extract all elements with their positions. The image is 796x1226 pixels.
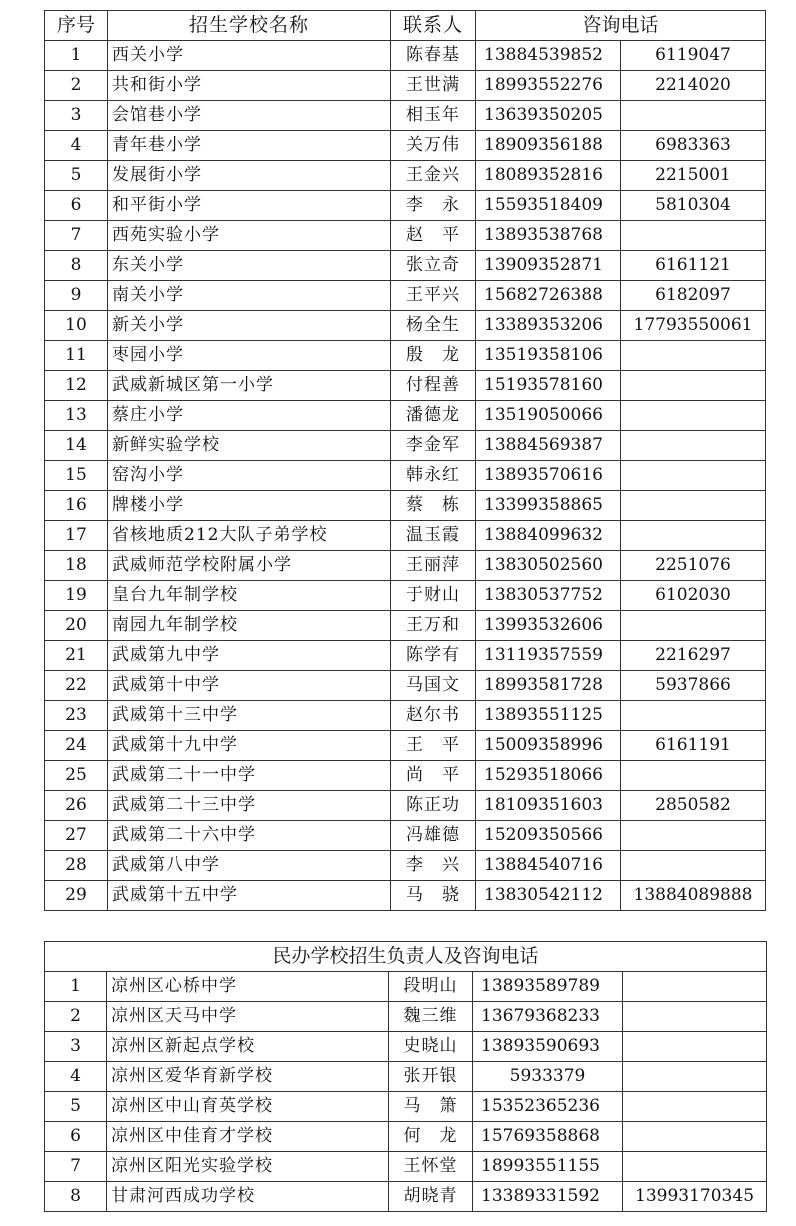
school-name: 武威第二十一中学: [108, 761, 391, 791]
table-row: [45, 1122, 767, 1152]
phone-primary: 18993552276: [476, 71, 621, 101]
contact-name: 马 箫: [389, 1092, 473, 1122]
table-row: [45, 761, 766, 791]
contact-name: 潘德龙: [391, 401, 476, 431]
table-row: [45, 1032, 767, 1062]
row-number: 2: [45, 1002, 107, 1032]
school-name: 凉州区新起点学校: [107, 1032, 389, 1062]
table-row: [45, 281, 766, 311]
phone-secondary: [621, 491, 766, 521]
table-row: [45, 881, 766, 911]
table-row: [45, 821, 766, 851]
table-row: [45, 221, 766, 251]
row-number: 5: [45, 1092, 107, 1122]
school-name: 东关小学: [108, 251, 391, 281]
phone-primary: 13893570616: [476, 461, 621, 491]
school-name: 凉州区心桥中学: [107, 972, 389, 1002]
table-row: [45, 731, 766, 761]
phone-primary: 13639350205: [476, 101, 621, 131]
table-row: [45, 401, 766, 431]
header-row: [45, 11, 766, 41]
table-row: [45, 611, 766, 641]
phone-secondary: [621, 341, 766, 371]
phone-secondary: [623, 972, 767, 1002]
contact-name: 蔡 栋: [391, 491, 476, 521]
row-number: 21: [45, 641, 108, 671]
row-number: 12: [45, 371, 108, 401]
table-row: [45, 851, 766, 881]
school-name: 武威第十五中学: [108, 881, 391, 911]
school-name: 武威师范学校附属小学: [108, 551, 391, 581]
contact-name: 张开银: [389, 1062, 473, 1092]
row-number: 6: [45, 1122, 107, 1152]
school-name: 南园九年制学校: [108, 611, 391, 641]
row-number: 1: [45, 41, 108, 71]
school-name: 青年巷小学: [108, 131, 391, 161]
phone-primary: 15209350566: [476, 821, 621, 851]
row-number: 9: [45, 281, 108, 311]
contact-name: 相玉年: [391, 101, 476, 131]
contact-name: 付程善: [391, 371, 476, 401]
contact-name: 王平兴: [391, 281, 476, 311]
phone-primary: 15769358868: [473, 1122, 623, 1152]
school-name: 凉州区中山育英学校: [107, 1092, 389, 1122]
school-name: 武威第九中学: [108, 641, 391, 671]
phone-primary: 15009358996: [476, 731, 621, 761]
row-number: 27: [45, 821, 108, 851]
phone-secondary: 2850582: [621, 791, 766, 821]
phone-secondary: [621, 371, 766, 401]
contact-name: 陈学有: [391, 641, 476, 671]
contact-name: 李金军: [391, 431, 476, 461]
private-title-row: [45, 942, 767, 972]
phone-secondary: 13993170345: [623, 1182, 767, 1212]
contact-name: 王世满: [391, 71, 476, 101]
contact-name: 魏三维: [389, 1002, 473, 1032]
phone-primary: 13909352871: [476, 251, 621, 281]
table-row: [45, 641, 766, 671]
phone-secondary: 6983363: [621, 131, 766, 161]
table-row: [45, 671, 766, 701]
phone-primary: 13830502560: [476, 551, 621, 581]
school-name: 凉州区天马中学: [107, 1002, 389, 1032]
phone-primary: 13399358865: [476, 491, 621, 521]
school-name: 新鲜实验学校: [108, 431, 391, 461]
row-number: 13: [45, 401, 108, 431]
row-number: 19: [45, 581, 108, 611]
table-row: [45, 371, 766, 401]
table-row: [45, 1092, 767, 1122]
phone-primary: 18909356188: [476, 131, 621, 161]
table-row: [45, 791, 766, 821]
contact-name: 冯雄德: [391, 821, 476, 851]
school-name: 新关小学: [108, 311, 391, 341]
row-number: 6: [45, 191, 108, 221]
phone-primary: 13830537752: [476, 581, 621, 611]
header-no: 序号: [45, 11, 108, 41]
table-row: [45, 972, 767, 1002]
phone-primary: 13993532606: [476, 611, 621, 641]
phone-primary: 13519050066: [476, 401, 621, 431]
phone-primary: 13884569387: [476, 431, 621, 461]
row-number: 29: [45, 881, 108, 911]
table-row: [45, 71, 766, 101]
phone-secondary: [621, 401, 766, 431]
phone-primary: 15682726388: [476, 281, 621, 311]
school-name: 凉州区爱华育新学校: [107, 1062, 389, 1092]
row-number: 14: [45, 431, 108, 461]
phone-secondary: 5937866: [621, 671, 766, 701]
school-name: 蔡庄小学: [108, 401, 391, 431]
row-number: 7: [45, 221, 108, 251]
table-row: [45, 101, 766, 131]
table-row: [45, 1002, 767, 1032]
row-number: 16: [45, 491, 108, 521]
phone-secondary: [621, 431, 766, 461]
table-row: [45, 1062, 767, 1092]
contact-name: 王丽萍: [391, 551, 476, 581]
table-row: [45, 581, 766, 611]
phone-primary: 13884539852: [476, 41, 621, 71]
contact-name: 李 永: [391, 191, 476, 221]
header-phone: 咨询电话: [476, 11, 766, 41]
contact-name: 段明山: [389, 972, 473, 1002]
phone-secondary: [621, 521, 766, 551]
contact-name: 王万和: [391, 611, 476, 641]
school-name: 武威第二十六中学: [108, 821, 391, 851]
row-number: 5: [45, 161, 108, 191]
contact-name: 尚 平: [391, 761, 476, 791]
phone-secondary: [621, 821, 766, 851]
school-name: 武威第十九中学: [108, 731, 391, 761]
row-number: 24: [45, 731, 108, 761]
row-number: 3: [45, 1032, 107, 1062]
table-row: [45, 1152, 767, 1182]
row-number: 25: [45, 761, 108, 791]
phone-secondary: [621, 761, 766, 791]
school-name: 凉州区阳光实验学校: [107, 1152, 389, 1182]
phone-primary: 15352365236: [473, 1092, 623, 1122]
phone-primary: 15293518066: [476, 761, 621, 791]
table-row: [45, 131, 766, 161]
table-row: [45, 521, 766, 551]
row-number: 8: [45, 1182, 107, 1212]
public-school-table: [44, 10, 766, 911]
phone-primary: 18993551155: [473, 1152, 623, 1182]
phone-secondary: 2214020: [621, 71, 766, 101]
school-name: 省核地质212大队子弟学校: [108, 521, 391, 551]
contact-name: 马 骁: [391, 881, 476, 911]
contact-name: 李 兴: [391, 851, 476, 881]
phone-secondary: [621, 701, 766, 731]
table-row: [45, 461, 766, 491]
phone-primary: 13679368233: [473, 1002, 623, 1032]
row-number: 17: [45, 521, 108, 551]
table-row: [45, 701, 766, 731]
phone-secondary: [621, 101, 766, 131]
school-name: 西苑实验小学: [108, 221, 391, 251]
school-name: 牌楼小学: [108, 491, 391, 521]
school-name: 甘肃河西成功学校: [107, 1182, 389, 1212]
row-number: 22: [45, 671, 108, 701]
contact-name: 王金兴: [391, 161, 476, 191]
phone-secondary: [621, 851, 766, 881]
phone-primary: 13830542112: [476, 881, 621, 911]
contact-name: 王怀堂: [389, 1152, 473, 1182]
phone-primary: 13119357559: [476, 641, 621, 671]
school-name: 凉州区中佳育才学校: [107, 1122, 389, 1152]
contact-name: 马国文: [391, 671, 476, 701]
contact-name: 温玉霞: [391, 521, 476, 551]
contact-name: 杨全生: [391, 311, 476, 341]
phone-primary: 13389331592: [473, 1182, 623, 1212]
school-name: 武威新城区第一小学: [108, 371, 391, 401]
table-row: [45, 551, 766, 581]
private-table-title: 民办学校招生负责人及咨询电话: [45, 942, 767, 972]
contact-name: 王 平: [391, 731, 476, 761]
row-number: 4: [45, 1062, 107, 1092]
school-name: 西关小学: [108, 41, 391, 71]
row-number: 10: [45, 311, 108, 341]
row-number: 15: [45, 461, 108, 491]
contact-name: 陈春基: [391, 41, 476, 71]
contact-name: 史晓山: [389, 1032, 473, 1062]
contact-name: 何 龙: [389, 1122, 473, 1152]
school-name: 枣园小学: [108, 341, 391, 371]
table-row: [45, 41, 766, 71]
phone-secondary: 17793550061: [621, 311, 766, 341]
row-number: 20: [45, 611, 108, 641]
phone-secondary: [623, 1002, 767, 1032]
phone-secondary: [621, 611, 766, 641]
table-row: [45, 251, 766, 281]
phone-primary: 13884540716: [476, 851, 621, 881]
phone-secondary: 6161121: [621, 251, 766, 281]
school-name: 武威第十中学: [108, 671, 391, 701]
table-row: [45, 191, 766, 221]
contact-name: 殷 龙: [391, 341, 476, 371]
row-number: 1: [45, 972, 107, 1002]
phone-secondary: [623, 1062, 767, 1092]
contact-name: 胡晓青: [389, 1182, 473, 1212]
phone-secondary: [621, 221, 766, 251]
phone-primary: 18089352816: [476, 161, 621, 191]
table-row: [45, 491, 766, 521]
phone-secondary: 13884089888: [621, 881, 766, 911]
phone-primary: 13893551125: [476, 701, 621, 731]
phone-secondary: 2216297: [621, 641, 766, 671]
phone-secondary: 2215001: [621, 161, 766, 191]
table-row: [45, 431, 766, 461]
school-name: 发展街小学: [108, 161, 391, 191]
phone-primary: 5933379: [473, 1062, 623, 1092]
phone-primary: 13893590693: [473, 1032, 623, 1062]
row-number: 18: [45, 551, 108, 581]
school-name: 窑沟小学: [108, 461, 391, 491]
phone-secondary: [623, 1092, 767, 1122]
row-number: 8: [45, 251, 108, 281]
school-name: 皇台九年制学校: [108, 581, 391, 611]
contact-name: 赵 平: [391, 221, 476, 251]
contact-name: 关万伟: [391, 131, 476, 161]
contact-name: 赵尔书: [391, 701, 476, 731]
phone-secondary: [623, 1032, 767, 1062]
phone-primary: 13893589789: [473, 972, 623, 1002]
table-row: [45, 1182, 767, 1212]
school-name: 共和街小学: [108, 71, 391, 101]
row-number: 26: [45, 791, 108, 821]
phone-primary: 18993581728: [476, 671, 621, 701]
phone-secondary: 2251076: [621, 551, 766, 581]
phone-secondary: 6182097: [621, 281, 766, 311]
phone-secondary: 6161191: [621, 731, 766, 761]
phone-primary: 15593518409: [476, 191, 621, 221]
row-number: 7: [45, 1152, 107, 1182]
phone-primary: 15193578160: [476, 371, 621, 401]
phone-secondary: 6119047: [621, 41, 766, 71]
contact-name: 韩永红: [391, 461, 476, 491]
phone-primary: 13389353206: [476, 311, 621, 341]
row-number: 28: [45, 851, 108, 881]
school-name: 武威第二十三中学: [108, 791, 391, 821]
school-name: 会馆巷小学: [108, 101, 391, 131]
row-number: 4: [45, 131, 108, 161]
phone-primary: 13893538768: [476, 221, 621, 251]
table-row: [45, 311, 766, 341]
private-school-table: [44, 941, 767, 1212]
school-name: 武威第十三中学: [108, 701, 391, 731]
phone-secondary: [623, 1122, 767, 1152]
phone-secondary: [621, 461, 766, 491]
school-name: 武威第八中学: [108, 851, 391, 881]
school-name: 南关小学: [108, 281, 391, 311]
row-number: 2: [45, 71, 108, 101]
phone-secondary: 6102030: [621, 581, 766, 611]
phone-primary: 13884099632: [476, 521, 621, 551]
row-number: 11: [45, 341, 108, 371]
table-row: [45, 161, 766, 191]
phone-primary: 18109351603: [476, 791, 621, 821]
contact-name: 张立奇: [391, 251, 476, 281]
phone-secondary: 5810304: [621, 191, 766, 221]
row-number: 23: [45, 701, 108, 731]
contact-name: 陈正功: [391, 791, 476, 821]
row-number: 3: [45, 101, 108, 131]
school-name: 和平街小学: [108, 191, 391, 221]
header-contact: 联系人: [391, 11, 476, 41]
header-school: 招生学校名称: [108, 11, 391, 41]
table-row: [45, 341, 766, 371]
contact-name: 于财山: [391, 581, 476, 611]
phone-secondary: [623, 1152, 767, 1182]
phone-primary: 13519358106: [476, 341, 621, 371]
